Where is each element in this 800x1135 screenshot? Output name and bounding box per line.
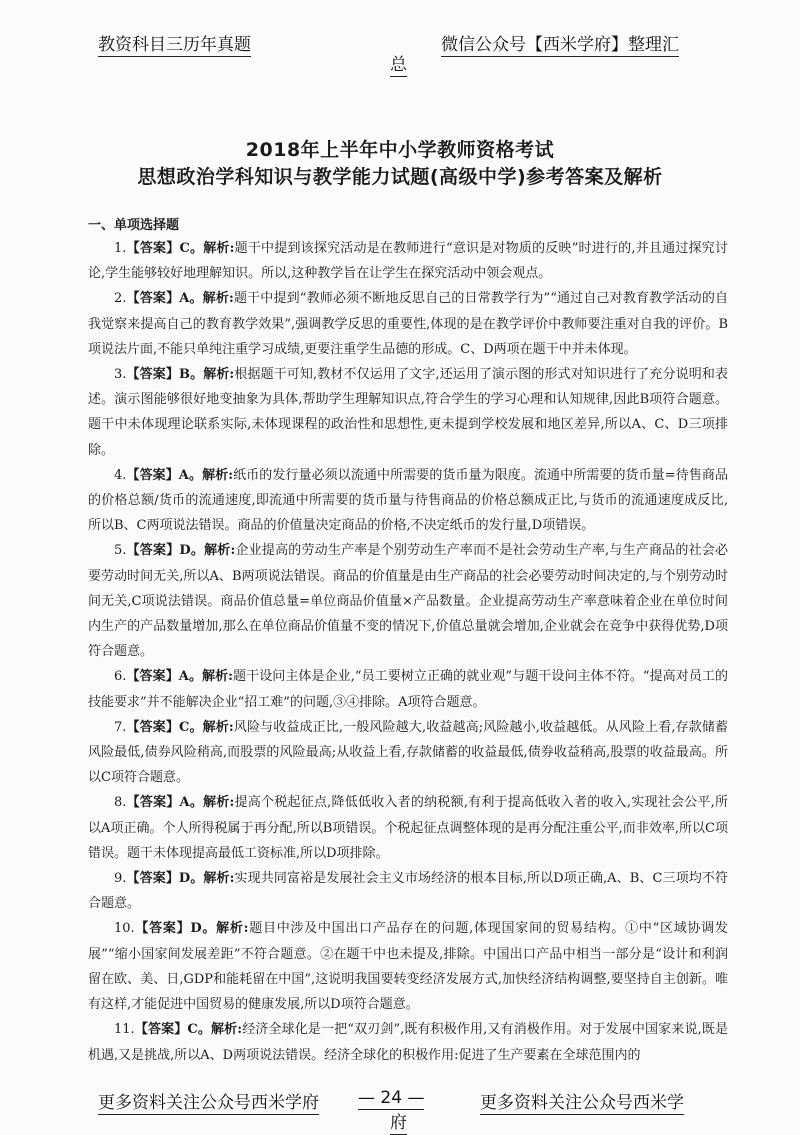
item-number: 11.: [114, 1022, 135, 1038]
item-text: 提高个税起征点,降低低收入者的纳税额,有利于提高低收入者的收入,实现社会公平,所以A项正确。个人所得税属于再分配,所以B项错误。个税起征点调整体现的是再分配注重公平,而非效率,所以C项错误。题干未体现提高最低工资标准,所以D项排除。: [88, 795, 728, 861]
item-label: 解析:: [202, 719, 234, 735]
item-label: 解析:: [203, 871, 235, 887]
item-text: 题干中提到“教师必须不断地反思自己的日常教学行为”“通过自己对教育教学活动的自我觉察来提高自己的教育教学效果”,强调教学反思的重要性,体现的是在教学评价中教师要注重对自我的评价。B项说法片面,不能只单纯注重学习成绩,更要注重学生品德的形成。C、D两项在题干中并未体现。: [88, 291, 728, 357]
item-answer: 【答案】D。: [126, 543, 205, 559]
header-right: 微信公众号【西米学府】整理汇: [441, 30, 679, 57]
answer-item: [88, 790, 728, 866]
item-number: 5.: [114, 543, 127, 559]
item-answer: 【答案】C。: [126, 719, 203, 735]
item-label: 解析:: [204, 543, 236, 559]
item-answer: 【答案】C。: [126, 241, 204, 256]
item-number: 1.: [114, 241, 127, 256]
item-number: 2.: [114, 291, 127, 307]
answer-list: [88, 236, 728, 1068]
answer-item: [88, 286, 728, 362]
item-answer: 【答案】A。: [126, 669, 203, 685]
item-text: 经济全球化是一把“双刃剑”,既有积极作用,又有消极作用。对于发展中国家来说,既是机遇,又是挑战,所以A、D两项说法错误。经济全球化的积极作用:促进了生产要素在全球范围内的: [88, 1022, 728, 1063]
answer-item: [88, 463, 728, 539]
item-text: 根据题干可知,教材不仅运用了文字,还运用了演示图的形式对知识进行了充分说明和表述。演示图能够很好地变抽象为具体,帮助学生理解知识点,符合学生的学习心理和认知规律,因此B项符合题意。题干中未体现理论联系实际,未体现课程的政治性和思想性,更未提到学校发展和地区差异,所以A、C、D三项排除。: [88, 367, 728, 458]
section-heading: 一、单项选择题: [88, 218, 180, 233]
answer-item: [88, 916, 728, 1017]
item-number: 10.: [114, 921, 135, 937]
item-text: 题干中提到该探究活动是在教师进行“意识是对物质的反映”时进行的,并且通过探究讨论,学生能够较好地理解知识。所以,这种教学旨在让学生在探究活动中领会观点。: [88, 241, 728, 282]
item-text: 实现共同富裕是发展社会主义市场经济的根本目标,所以D项正确,A、B、C三项均不符合题意。: [88, 871, 728, 912]
item-text: 企业提高的劳动生产率是个别劳动生产率而不是社会劳动生产率,与生产商品的社会必要劳动时间无关,所以A、B两项说法错误。商品的价值量是由生产商品的社会必要劳动时间决定的,与个别劳动时间无关,C项说法错误。商品价值总量=单位商品价值量×产品数量。企业提高劳动生产率意味着企业在单位时间内生产的产品数量增加,那么在单位商品价值量不变的情况下,价值总量就会增加,企业就会在竞争中获得优势,D项符合题意。: [88, 543, 728, 660]
item-number: 4.: [114, 467, 127, 483]
answer-item: [88, 715, 728, 791]
item-label: 解析:: [203, 795, 235, 811]
item-answer: 【答案】B。: [126, 367, 204, 383]
item-answer: 【答案】D。: [126, 871, 204, 887]
answer-item: [88, 236, 728, 286]
answer-item: [88, 1017, 728, 1067]
document-subtitle: 思想政治学科知识与教学能力试题(高级中学)参考答案及解析: [137, 166, 663, 188]
footer-right-continuation: 府: [390, 1108, 407, 1135]
item-text: 风险与收益成正比,一般风险越大,收益越高;风险越小,收益越低。从风险上看,存款储蓄风险最低,债券风险稍高,而股票的风险最高;从收益上看,存款储蓄的收益最低,债券收益稍高,股票的收益最高。所以C项符合题意。: [88, 719, 728, 786]
item-number: 6.: [114, 669, 127, 685]
item-answer: 【答案】D。: [134, 921, 217, 937]
item-label: 解析:: [210, 1022, 243, 1038]
item-text: 题干设问主体是企业,“员工要树立正确的就业观”与题干设问主体不符。“提高对员工的技能要求”并不能解决企业“招工难”的问题,③④排除。A项符合题意。: [88, 669, 728, 710]
item-number: 7.: [114, 719, 127, 735]
item-text: 题目中涉及中国出口产品存在的问题,体现国家间的贸易结构。①中“区域协调发展”“缩小国家间发展差距”不符合题意。②在题干中也未提及,排除。中国出口产品中相当一部分是“设计和利润留在欧、美、日,GDP和能耗留在中国”,这说明我国要转变经济发展方式,加快经济结构调整,要坚持自主创新。唯有这样,才能促进中国贸易的健康发展,所以D项符合题意。: [88, 921, 728, 1013]
item-label: 解析:: [202, 669, 233, 685]
item-label: 解析:: [216, 921, 249, 937]
item-number: 8.: [114, 795, 127, 811]
header-right-continuation: 总: [390, 50, 407, 77]
document-title: 2018年上半年中小学教师资格考试: [245, 139, 555, 161]
footer-left: 更多资料关注公众号西米学府: [98, 1088, 319, 1115]
item-label: 解析:: [202, 467, 234, 483]
item-text: 纸币的发行量必须以流通中所需要的货币量为限度。流通中所需要的货币量=待售商品的价格总额/货币的流通速度,即流通中所需要的货币量与待售商品的价格总额成正比,与货币的流通速度成反比,所以B、C两项说法错误。商品的价值量决定商品的价格,不决定纸币的发行量,D项错误。: [88, 467, 728, 534]
item-number: 3.: [114, 367, 127, 383]
item-answer: 【答案】A。: [126, 467, 203, 483]
item-label: 解析:: [203, 367, 235, 383]
header-left: 教资科目三历年真题: [98, 30, 251, 57]
answer-item: [88, 866, 728, 916]
footer-right: 更多资料关注公众号西米学: [480, 1088, 684, 1115]
answer-item: [88, 362, 728, 463]
page-number: — 24 —: [358, 1088, 425, 1108]
item-number: 9.: [114, 871, 127, 887]
item-answer: 【答案】C。: [134, 1022, 211, 1038]
answer-item: [88, 538, 728, 664]
item-answer: 【答案】A。: [126, 795, 204, 811]
item-label: 解析:: [203, 241, 235, 256]
answer-item: [88, 664, 728, 714]
item-label: 解析:: [202, 291, 234, 307]
item-answer: 【答案】A。: [126, 291, 203, 307]
